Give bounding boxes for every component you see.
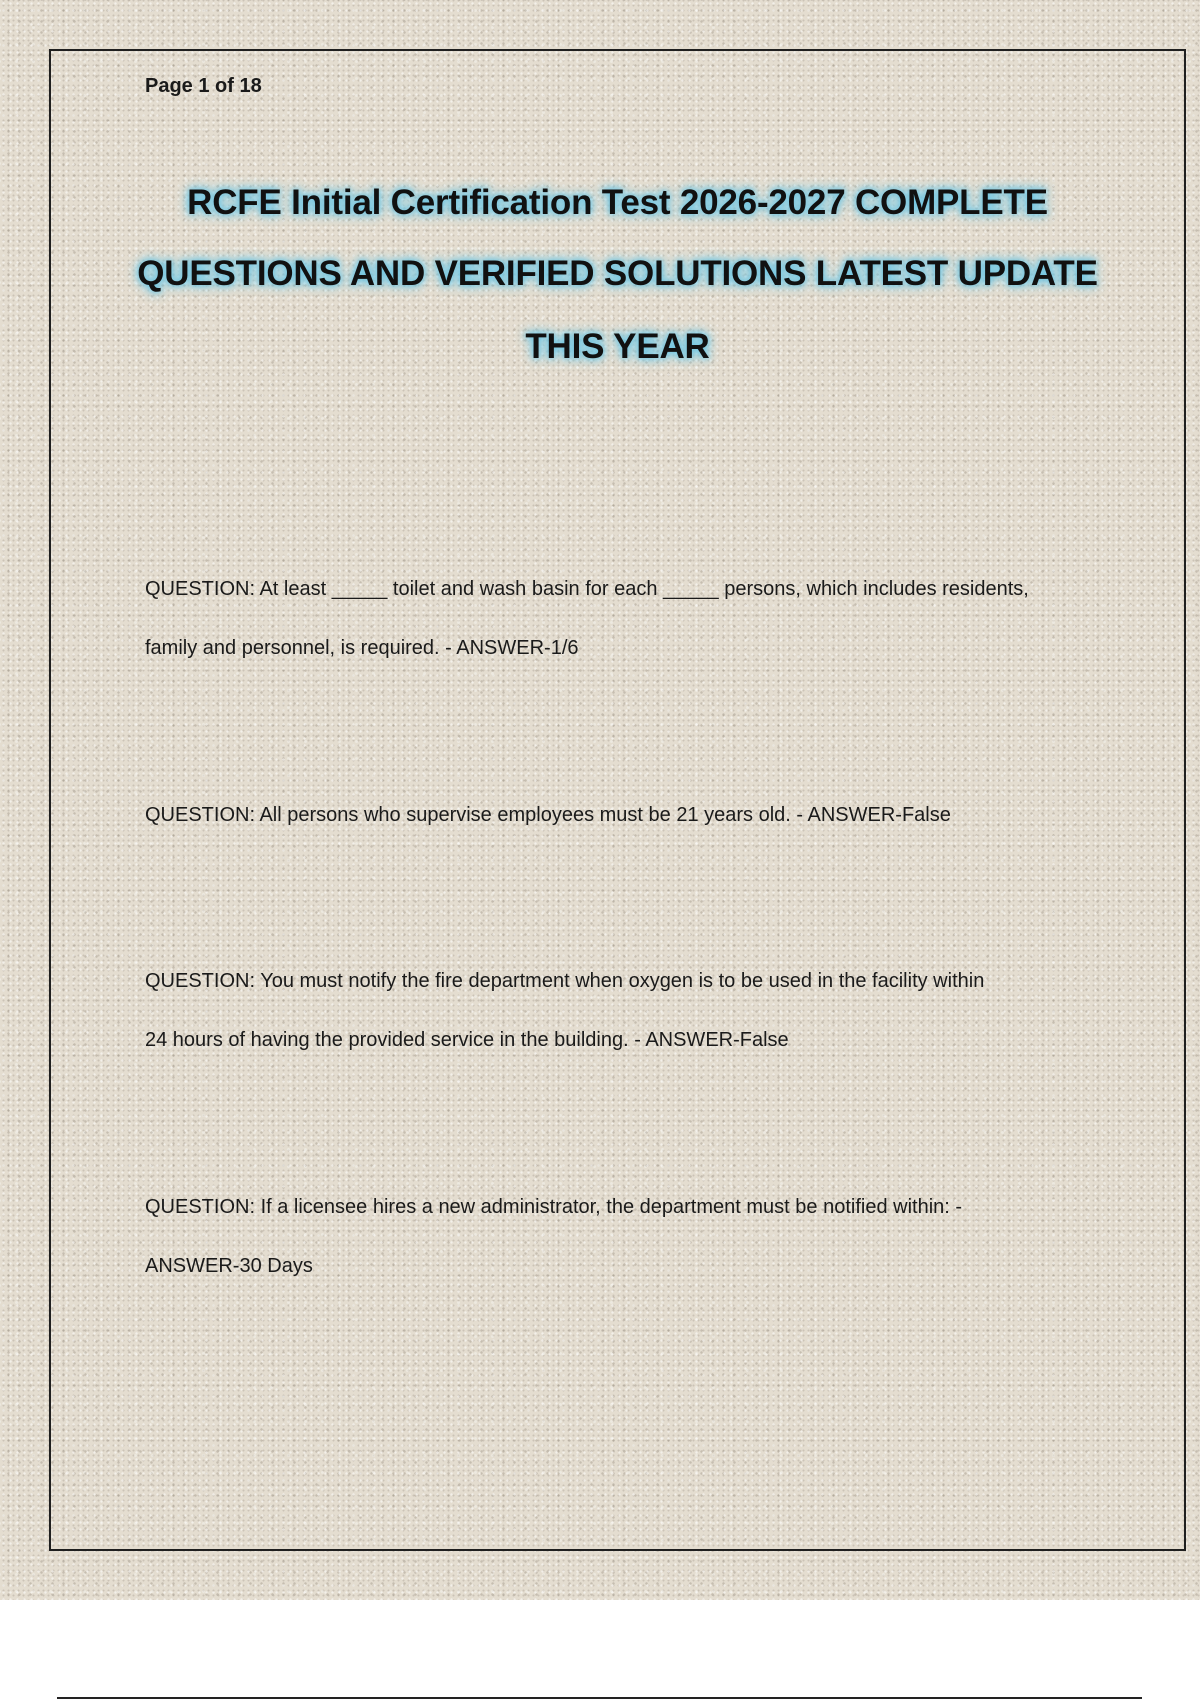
- question-text: QUESTION: At least _____ toilet and wash basin for each _____ persons, which includes residents,: [145, 578, 1029, 600]
- question-text: QUESTION: If a licensee hires a new administrator, the department must be notified within: -: [145, 1196, 963, 1218]
- document-title-line-3: THIS YEAR: [525, 327, 710, 366]
- question-text: QUESTION: You must notify the fire department when oxygen is to be used in the facility within: [145, 970, 985, 992]
- page-number: Page 1 of 18: [145, 75, 262, 97]
- question-block: [145, 970, 1105, 1052]
- question-block: [145, 1196, 1105, 1278]
- bottom-divider: [57, 1697, 1142, 1699]
- question-text-continued: family and personnel, is required. - ANSWER-1/6: [145, 637, 579, 659]
- question-text: QUESTION: All persons who supervise employees must be 21 years old. - ANSWER-False: [145, 804, 951, 826]
- document-title-line-2: QUESTIONS AND VERIFIED SOLUTIONS LATEST UPDATE: [137, 254, 1098, 293]
- question-block: [145, 804, 1105, 827]
- question-text-continued: ANSWER-30 Days: [145, 1255, 313, 1277]
- document-title-line-1: RCFE Initial Certification Test 2026-2027 COMPLETE: [187, 183, 1048, 222]
- question-text-continued: 24 hours of having the provided service in the building. - ANSWER-False: [145, 1029, 789, 1051]
- question-block: [145, 578, 1105, 660]
